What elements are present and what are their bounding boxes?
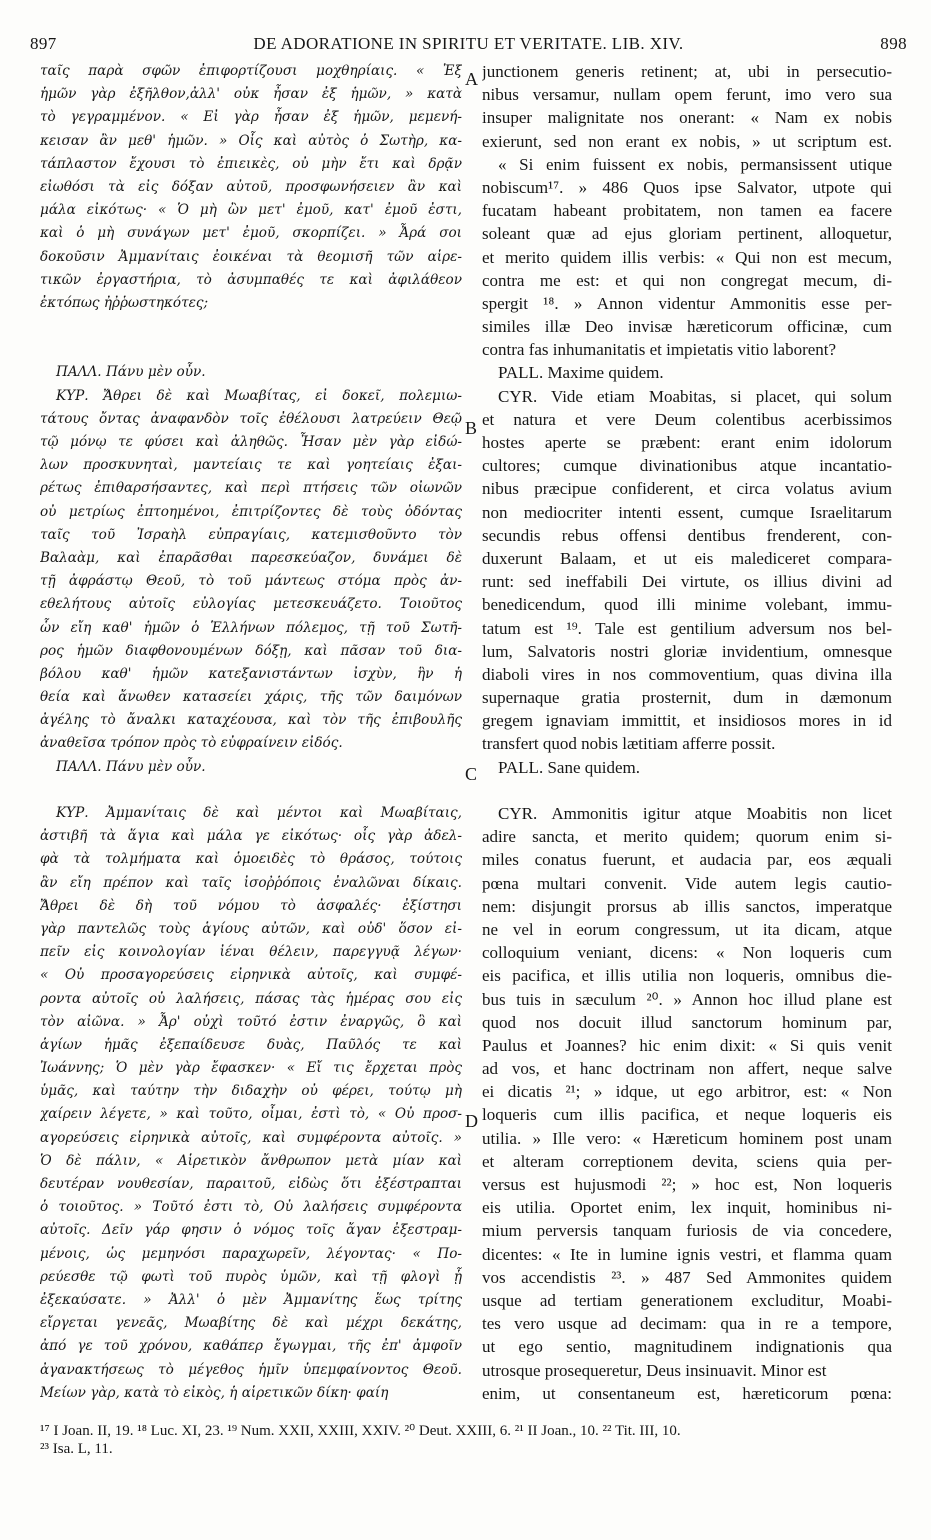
latin-text-line: et natura et vere Deum colentibus acerbissimos [482, 409, 892, 429]
greek-text-line: τῷ μόνῳ τε φύσει καὶ ἀληθῶς. Ἦσαν μὲν γὰρ εἰδώ- [40, 434, 462, 450]
latin-text-line: runt: sed ineffabili Dei virtute, os illius divini ad [482, 572, 892, 592]
latin-text-line: PALL. Sane quidem. [498, 757, 640, 777]
greek-text-line: τάτους ὄντας ἀναφανδὸν τοῖς ἐθέλουσι λατρεύειν Θεῷ [40, 410, 462, 427]
latin-text-line: et merito quidem illis verbis: « Qui non est mecum, [482, 247, 892, 267]
running-title: DE ADORATIONE IN SPIRITU ET VERITATE. LIB. XIV. [253, 34, 684, 53]
greek-text-line: μάλα εἰκότως· « Ὁ μὴ ὢν μετ' ἐμοῦ, κατ' ἐμοῦ ἐστι, [40, 202, 462, 219]
latin-text-line: versus est hujusmodi ²²; » hoc est, Non loqueris [482, 1175, 892, 1194]
page-number-left: 897 [30, 34, 57, 53]
latin-text-line: benedicendum, quod illi minime volebant, immu- [482, 595, 892, 615]
latin-text-line: secundis rebus offensi dentibus frenderent, con- [482, 525, 892, 545]
greek-text-line: Ἰωάννης; Ὁ μὲν γὰρ ἔφασκεν· « Εἴ τις ἔρχεται πρὸς [40, 1060, 462, 1077]
greek-text-line: δευτέραν νουθεσίαν, παραιτοῦ, εἰδὼς ὅτι ἐξέστραπται [40, 1176, 462, 1192]
latin-text-line: « Si enim fuissent ex nobis, permansissent utique [498, 154, 892, 174]
greek-text-line: ΠΑΛΛ. Πάνυ μὲν οὖν. [56, 364, 206, 381]
latin-text-line: nibus versamur, nullam opem ferunt, imo vero sua [482, 85, 892, 105]
greek-text-line: λων προσκυνηταὶ, μαντείαις τε καὶ γοητείαις ἐξαι- [40, 457, 462, 474]
footnote-line: ¹⁷ I Joan. II, 19. ¹⁸ Luc. XI, 23. ¹⁹ Num. XXII, XXIII, XXIV. ²⁰ Deut. XXIII, 6. ²¹ II Joan., 10. ²² Tit. III, 10. [40, 1423, 681, 1439]
latin-text-line: nibus præcipue confiderent, et circa volatus avium [482, 479, 892, 499]
greek-text-line: τικῶν ἐργαστήρια, τὸ ἀσυμπαθές τε καὶ ἀφιλάθεον [40, 271, 462, 288]
latin-text-line: similes illæ Deo invisæ hæreticorum officinæ, cum [482, 317, 892, 337]
latin-text-line: PALL. Maxime quidem. [498, 363, 664, 383]
greek-text-line: Ἄθρει δὲ δὴ τοῦ νόμου τὸ ἀσφαλές· ἐξίστησι [40, 897, 462, 914]
greek-column [40, 60, 462, 1405]
latin-text-line: ad vos, et hanc doctrinam non affert, neque salve [482, 1059, 892, 1079]
greek-text-line: ἀστιβῆ τὰ ἅγια καὶ μάλα γε εἰκότως· οἷς γὰρ ἀδελ- [40, 828, 462, 845]
greek-text-line: ταῖς παρὰ σφῶν ἐπιφορτίζουσι μοχθηρίαις. « Ἐξ [40, 63, 462, 79]
greek-text-line: ὁ τοιοῦτος. » Τοῦτό ἐστι τὸ, Οὐ λαλήσεις συμφέροντα [40, 1199, 462, 1216]
latin-text-line: supernaque gratia prosternit, dum in dæmonum [482, 688, 892, 708]
latin-text-line: usque ad tertiam generationem excluditur, Moabi- [482, 1290, 892, 1310]
greek-text-line: χαίρειν λέγετε, » καὶ τοῦτο, οἶμαι, ἐστὶ τὸ, « Οὐ προσ- [40, 1106, 462, 1123]
greek-text-line: ΚΥΡ. Ἀμμανίταις δὲ καὶ μέντοι καὶ Μωαβίταις, [56, 805, 462, 821]
greek-text-line: Ὁ δὲ πάλιν, « Αἱρετικὸν ἄνθρωπον μετὰ μίαν καὶ [40, 1152, 462, 1169]
latin-text-line: gregem ignaviam immittit, et insidiosos mores in id [482, 711, 892, 731]
latin-text-line: junctionem generis retinent; at, ubi in persecutio- [482, 62, 892, 81]
greek-text-line: ἐξεκαύσατε. » Ἀλλ' ὁ μὲν Ἀμμανίτης ἕως τρίτης [40, 1291, 462, 1308]
greek-text-line: ἀπό γε τοῦ χρόνου, καθάπερ ἔγωγμαι, τῆς ἐπ' ἀμφοῖν [40, 1338, 462, 1355]
greek-text-line: οὐ μετρίως ἐπτοημένοι, ἐπιτρίζοντες δὲ τοὺς ὀδόντας [40, 503, 462, 520]
latin-column [482, 60, 892, 1405]
running-header [30, 34, 907, 60]
latin-text-line: dicentes: « Ite in lumine ignis vestri, et flamma quam [482, 1244, 892, 1264]
greek-text-line: ροντα αὐτοῖς οὐ λαλήσεις, πάσας τὰς ἡμέρας σου εἰς [40, 990, 462, 1007]
latin-text-line: duxerunt Balaam, et ut eis malediceret compara- [482, 548, 892, 568]
greek-text-line: γὰρ παντελῶς τοὺς ἁγίους αὐτῶν, καὶ οὐδ' ὅσον εἰ- [40, 920, 462, 937]
greek-text-line: ΚΥΡ. Ἄθρει δὲ καὶ Μωαβίτας, εἰ δοκεῖ, πολεμιω- [56, 387, 462, 404]
greek-text-line: καὶ ὁ μὴ συνάγων μετ' ἐμοῦ, σκορπίζει. » Ἆρά σοι [40, 225, 462, 242]
greek-text-line: ἡμῶν γὰρ ἐξῆλθον,ἀλλ' οὐκ ἦσαν ἐξ ἡμῶν, » κατὰ [40, 86, 462, 103]
greek-text-line: εθελήτους αὐτοῖς εὐλογίας μετεσκευάζετο. Τοιοῦτος [40, 596, 462, 613]
greek-text-line: ἂν εἴη πρέπον καὶ ταῖς ἰσοῤῥόποις ἐναλῶναι δίκαις. [40, 874, 462, 891]
margin-letter-c: C [465, 764, 478, 784]
latin-text-line: utrosque prosequeretur, Deus insinuavit. Minor est [482, 1360, 827, 1380]
latin-text-line: ne vel in eorum congressum, ut ita dicam, atque [482, 919, 892, 939]
greek-text-line: ρεύεσθε τῷ φωτὶ τοῦ πυρὸς ὑμῶν, καὶ τῇ φλογὶ ᾗ [40, 1268, 462, 1285]
latin-text-line: fucatam habeant probitatem, non tamen ea facere [482, 201, 892, 221]
latin-text-line: non mediocriter intenti essent, cumque Israelitarum [482, 502, 892, 522]
footnotes [40, 1422, 901, 1458]
latin-text-line: CYR. Vide etiam Moabitas, si placet, qui solum [498, 386, 892, 406]
greek-text-line: τάπλαστον ἔχουσι τὸ ἐπιεικὲς, οὐ μὴν ἔτι καὶ δρᾷν [40, 155, 462, 172]
latin-text-line: eis utilia. Oportet enim, lex inquit, hominibus ni- [482, 1198, 892, 1218]
greek-text-line: ΠΑΛΛ. Πάνυ μὲν οὖν. [56, 758, 206, 775]
greek-text-line: ὧν εἴη καθ' ἡμῶν ὁ Ἑλλήνων πόλεμος, τῇ τοῦ Σωτῆ- [40, 619, 462, 636]
greek-text-line: εἴργεται γενεᾶς, Μωαβίτης δὲ καὶ μέχρι δεκάτης, [40, 1315, 462, 1332]
greek-text-line: φὰ τὰ τολμήματα καὶ ὁμοειδὲς τὸ θράσος, τούτοις [40, 851, 462, 868]
greek-text-line: θεία καὶ ἄνωθεν κατασείει χάρις, τῆς τῶν δαιμόνων [40, 689, 462, 706]
latin-text-line: diaboli vires in nos commoventium, quas divina illa [482, 664, 892, 684]
latin-text-line: et alteram correptionem devita, sciens quia per- [482, 1151, 892, 1171]
greek-text-line: Μείων γὰρ, κατὰ τὸ εἰκὸς, ἡ αἱρετικῶν δίκη· φαίη [40, 1384, 389, 1401]
latin-text-line: lum, Salvatoris nostri gloriæ invidentium, omnesque [482, 641, 892, 661]
greek-text-line: ἁγίων ἡμᾶς ἐξεπαίδευσε δυὰς, Παῦλός τε καὶ [40, 1036, 462, 1053]
footnote-line: ²³ Isa. L, 11. [40, 1441, 113, 1457]
latin-text-line: contra fas inhumanitatis et impietatis vitio laborent? [482, 340, 837, 360]
margin-letter-a: A [465, 69, 478, 89]
latin-text-line: bus tuis in sæculum ²⁰. » Annon hoc illud plane est [482, 989, 892, 1009]
latin-text-line: hostes aperte se præbent: erant enim idolorum [482, 433, 892, 452]
page-number-right: 898 [880, 34, 907, 53]
latin-text-line: soleant quæ ad ejus gloriam pertinent, alloquetur, [482, 224, 892, 244]
latin-text-line: enim, ut consentaneum est, hæreticorum pœna: [482, 1383, 892, 1403]
latin-text-line: colloquium veniant, dicens: « Non loqueris cum [482, 943, 892, 963]
greek-text-line: μένοις, ὡς μεμηνόσι παραχωρεῖν, λέγοντας· « Πο- [40, 1245, 462, 1262]
latin-text-line: ei dicatis ²¹; » idque, ut ego arbitror, est: « Non [482, 1082, 892, 1102]
latin-text-line: contra me est: et qui non congregat mecum, di- [482, 270, 892, 290]
greek-text-line: δοκοῦσιν Ἀμμανίταις ἐοικέναι τὰ θεομισῆ τῶν αἱρε- [40, 248, 462, 265]
latin-text-line: pœna multari convenit. Vide autem legis cautio- [482, 873, 892, 893]
latin-text-line: cultores; cumque divinationibus atque incantatio- [482, 456, 892, 476]
greek-text-line: αὐτοῖς. Δεῖν γάρ φησιν ὁ νόμος τοῖς ἄγαν ἐξεστραμ- [40, 1222, 462, 1239]
latin-text-line: transfert quod nobis lætitiam afferre possit. [482, 734, 776, 754]
greek-text-line: ταῖς τοῦ Ἰσραὴλ εὐπραγίαις, κατεμισθοῦντο τὸν [40, 526, 462, 543]
latin-text-line: adire sancta, et merito quidem; quorum enim si- [482, 827, 892, 847]
latin-text-line: tatum est ¹⁹. Tale est gentilium adversum nos bel- [482, 618, 892, 638]
latin-text-line: loqueris cum illis pacifica, et neque loqueris eis [482, 1105, 892, 1125]
greek-text-line: τῇ ἀφράστῳ Θεοῦ, τὸ τοῦ μάντεως στόμα πρὸς ἀν- [40, 573, 462, 590]
greek-text-line: κεισαν ἂν μεθ' ἡμῶν. » Οἷς καὶ αὐτὸς ὁ Σωτὴρ, κα- [40, 132, 462, 149]
greek-text-line: αγορεύσεις εἰρηνικὰ αὐτοῖς, καὶ συμφέροντα αὐτοῖς. » [40, 1129, 462, 1146]
greek-text-line: ὑμᾶς, καὶ ταύτην τὴν διδαχὴν οὐ φέρει, τούτῳ μὴ [40, 1083, 462, 1100]
latin-text-line: spergit ¹⁸. » Annon videntur Ammonitis esse per- [482, 293, 892, 313]
blank-line [482, 779, 892, 802]
latin-text-line: nem: disjungit prorsus ab illis sanctos, imperatque [482, 896, 892, 916]
latin-text-line: utilia. » Ille vero: « Hæreticum hominem post unam [482, 1128, 892, 1148]
greek-text-line: τὸ γεγραμμένον. « Εἰ γὰρ ἦσαν ἐξ ἡμῶν, μεμενή- [40, 109, 462, 126]
latin-text-line: exierunt, sed non erant ex nobis, » ut scriptum est. [482, 131, 892, 151]
latin-text-line: ut ego sentio, magnitudinem indignationis qua [482, 1337, 892, 1357]
blank-line [40, 338, 462, 361]
margin-letter-d: D [465, 1111, 478, 1131]
greek-text-line: ρέτως ἐπιθαρσήσαντες, καὶ περὶ πτήσεις τῶν οἰωνῶν [40, 480, 462, 497]
latin-text-line: CYR. Ammonitis igitur atque Moabitis non licet [498, 804, 892, 823]
greek-text-line: τὸν αἰῶνα. » Ἆρ' οὐχὶ τοῦτό ἐστιν ἐναργῶς, ὃ καὶ [40, 1013, 462, 1030]
greek-text-line: βόλου καθ' ἡμῶν κατεξανιστάντων ἰσχὺν, ἣν ἡ [40, 665, 462, 682]
greek-text-line: ἀγέλης τὸ ἄναλκι καταχέουσα, καὶ τὸν τῆς ἐπιβουλῆς [40, 712, 462, 729]
blank-line [40, 779, 462, 802]
latin-text-line: Paulus et Joannes? hic enim dixit: « Si quis venit [482, 1035, 892, 1055]
latin-text-line: eis pacifica, et illis utilia non loqueris, omnibus die- [482, 966, 892, 986]
greek-text-line: ἐκτόπως ἠῤῥωστηκότες; [40, 294, 209, 311]
greek-text-line: « Οὐ προσαγορεύσεις εἰρηνικὰ αὐτοῖς, καὶ συμφέ- [40, 967, 462, 984]
greek-text-line: ρος ἡμῶν διαφθονουμένων δόξῃ, καὶ πᾶσαν τοῦ δια- [40, 642, 462, 659]
latin-text-line: quod nos docuit illud sanctorum hominum par, [482, 1012, 892, 1032]
greek-text-line: εἰωθόσι τὰ εἰς δόξαν αὐτοῦ, προσφωνήσειεν ἂν καὶ [40, 178, 462, 195]
greek-text-line: Βαλαὰμ, καὶ ἐπαρᾶσθαι παρεσκεύαζον, δυνάμει δὲ [40, 549, 462, 566]
latin-text-line: tes vero usque ad decimam: qua in re a tempore, [482, 1314, 892, 1334]
latin-text-line: vos accendistis ²³. » 487 Sed Ammonites quidem [482, 1267, 892, 1287]
blank-line [40, 315, 462, 338]
margin-letter-b: B [465, 418, 478, 438]
greek-text-line: ἀγανακτήσεως τὸ μέγεθος ἡμῖν ὑπεμφαίνοντος Θεοῦ. [40, 1361, 462, 1378]
greek-text-line: πεῖν εἰς κοινολογίαν ἰέναι θέλειν, παρεγγυᾷ λέγων· [40, 944, 462, 961]
latin-text-line: miles conatus fuerunt, et audacia par, eos æquali [482, 850, 892, 870]
latin-text-line: mium perversis tanquam furiosis de via concedere, [482, 1221, 892, 1241]
latin-text-line: insuper malignitate nos onerant: « Nam ex nobis [482, 108, 892, 128]
greek-text-line: ἀναθεῖσα τρόπον πρὸς τὸ εὐφραίνειν εἰδός. [40, 735, 343, 752]
latin-text-line: nobiscum¹⁷. » 486 Quos ipse Salvator, utpote qui [482, 177, 892, 197]
